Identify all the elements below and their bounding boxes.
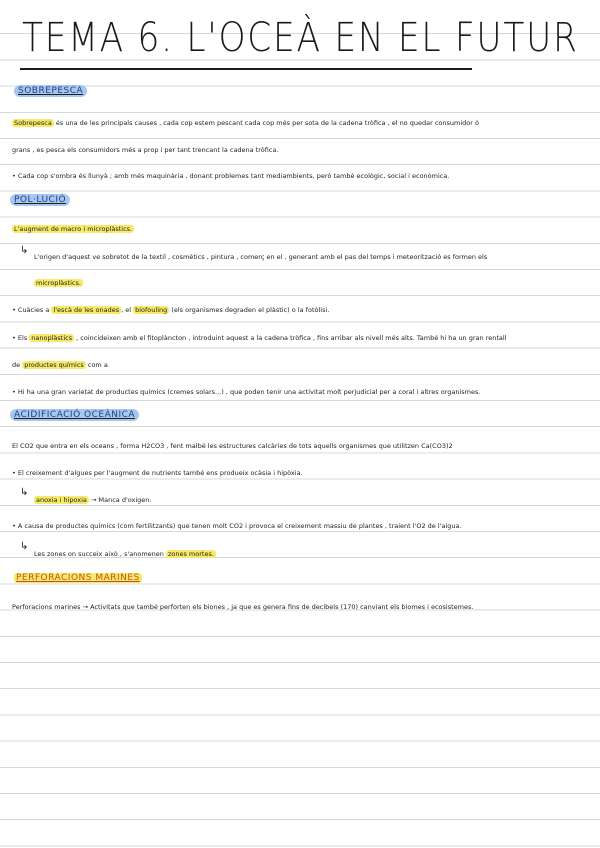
arrow-icon: ↳	[20, 487, 29, 498]
pollucio-line-6-b: com a	[85, 361, 108, 369]
pollucio-line-6-a: de	[12, 361, 23, 369]
page-title: TEMA 6. L'OCEÀ EN EL FUTUR	[22, 15, 579, 61]
pollucio-line-2: L'origen d'aquest ve sobretot de la textil , cosmètics , pintura , comerç en el , generant amb el pas del temps i meteorització es formen els	[34, 253, 488, 261]
sobrepesca-line-2: grans , es pesca els consumidors més a prop i per tant trencant la cadena tròfica.	[12, 146, 279, 154]
pollucio-line-4-b: , el	[121, 306, 134, 314]
sobrepesca-line-3: • Cada cop s'ombra és llunyà ; amb més maquinària , donant problemes tant mediambients, però també ecològic, social i econòmica.	[12, 172, 450, 180]
acidificacio-line-3	[34, 496, 590, 505]
acidificacio-line-2: • El creixement d'algues per l'augment de nutrients també ens produeix ocàsia i hipòxia.	[12, 469, 303, 477]
term-sobrepesca: Sobrepesca	[14, 119, 52, 127]
heading-sobrepesca	[14, 86, 87, 96]
highlight-biofouling: biofouling	[135, 306, 168, 314]
title-underline	[20, 68, 472, 70]
heading-perforacions	[14, 573, 142, 583]
highlight-nanoplastics: nanoplàstics	[31, 334, 73, 342]
heading-acidificacio-label: ACIDIFICACIÓ OCEÀNICA	[10, 409, 139, 421]
highlight-anoxia-hipoxia: anoxia i hipoxia	[36, 496, 87, 504]
acidificacio-line-3-text: → Manca d'oxigen.	[88, 496, 152, 504]
heading-pollucio-label: POL·LUCIÓ	[10, 194, 70, 206]
pollucio-line-3	[34, 279, 590, 288]
pollucio-line-5-a: • Els	[12, 334, 30, 342]
heading-perforacions-label: PERFORACIONS MARINES	[16, 573, 140, 583]
acidificacio-line-5-text: Les zones on succeix això , s'anomenen	[34, 550, 166, 558]
highlight-onades: l'escà de les onades	[53, 306, 120, 314]
pollucio-line-6	[12, 361, 590, 370]
pollucio-line-5	[12, 334, 590, 343]
arrow-icon: ↳	[20, 541, 29, 552]
heading-sobrepesca-label: SOBREPESCA	[14, 85, 87, 97]
acidificacio-line-4: • A causa de productes químics (com fertilitzants) que tenen molt CO2 i provoca el creixement massiu de plantes , traient l'O2 de l'aigua.	[12, 522, 462, 530]
highlight-macro-microplastics: L'augment de macro i microplàstics.	[14, 225, 133, 233]
sobrepesca-line-1	[12, 119, 590, 128]
highlight-microplastics: microplàstics.	[36, 279, 81, 287]
arrow-icon: ↳	[20, 245, 29, 256]
highlight-productes-quimics: productes químics	[24, 361, 84, 369]
perforacions-line-1: Perforacions marines → Activitats que també perforten els biones , ja que es genera fins de decibels (170) canviant els biomes i ecosistemes.	[12, 603, 474, 611]
pollucio-line-5-b: , coincideixen amb el fitoplàncton , introduint aquest a la cadena tròfica , fins arribar als nivell més alts. També hi ha un gran rentall	[74, 334, 507, 342]
heading-pollucio	[10, 195, 70, 205]
pollucio-line-4	[12, 306, 590, 315]
heading-acidificacio	[10, 410, 139, 420]
sobrepesca-line-1-text: és una de les principals causes , cada cop estem pescant cada cop més per sota de la cadena tròfica , el no quedar consumidor ó	[53, 119, 479, 127]
pollucio-line-4-c: (els organismes degraden el plàstic) o la fotòlisi.	[169, 306, 330, 314]
acidificacio-line-5	[34, 550, 590, 559]
highlight-zones-mortes: zones mortes.	[167, 550, 214, 558]
pollucio-line-4-a: • Cuàcies a	[12, 306, 52, 314]
pollucio-line-7: • Hi ha una gran varietat de productes químics (cremes solars...) , que poden tenir una activitat molt perjudicial per a coral i altres organismes.	[12, 388, 481, 396]
acidificacio-line-1: El CO2 que entra en els oceans , forma H2CO3 , fent malbé les estructures calcàries de tots aquells organismes que utilitzen Ca(CO3)2	[12, 442, 453, 450]
pollucio-line-1	[12, 225, 590, 234]
